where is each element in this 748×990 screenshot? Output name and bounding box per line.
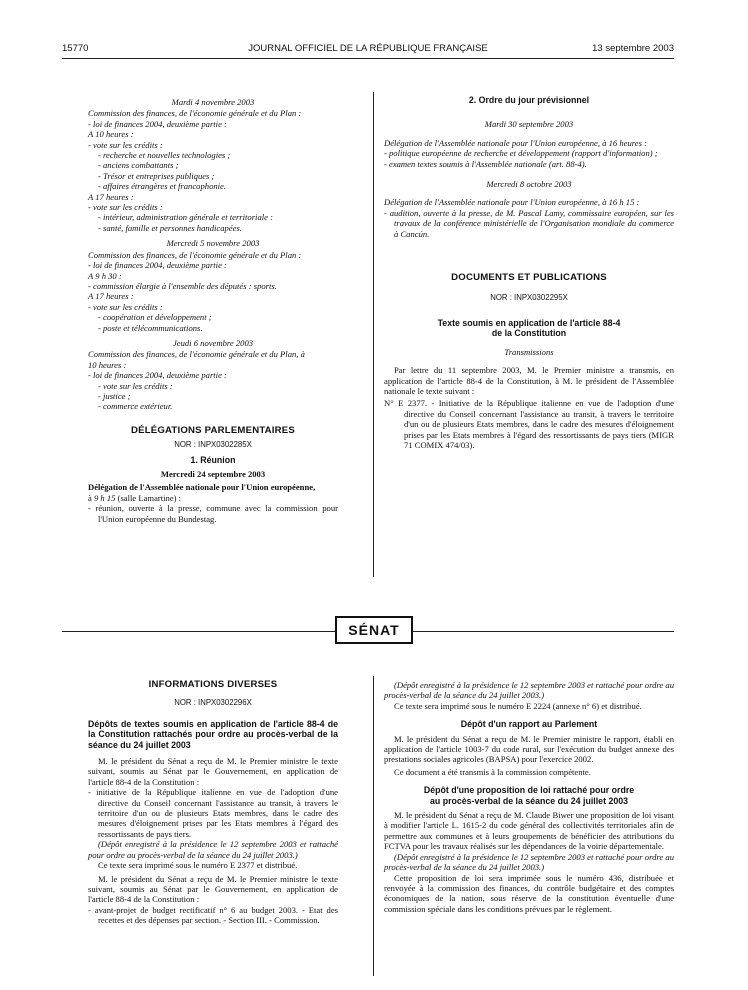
subsection-title: 1. Réunion <box>190 454 236 465</box>
time-line: A 9 h 30 : <box>88 270 122 281</box>
agenda-line: - vote sur les crédits : <box>98 380 173 391</box>
list-item: - commerce extérieur. <box>98 401 173 412</box>
delegation-line: Délégation de l'Assemblée nationale pour l'Union européenne, à 16 h 15 : <box>384 197 640 208</box>
meeting-date: Mercredi 24 septembre 2003 <box>160 469 266 479</box>
deposit-note: (Dépôt enregistré à la présidence le 12 septembre 2003 et rattaché pour ordre au procès-verbal de la séance du 24 juillet 2003.) <box>384 851 674 873</box>
paragraph: Ce document a été transmis à la commission compétente. <box>394 766 591 777</box>
header-rule <box>62 58 674 59</box>
list-item: - recherche et nouvelles technologies ; <box>98 150 231 161</box>
time-line: A 10 heures : <box>88 129 134 140</box>
right-column-bottom <box>384 680 674 914</box>
list-item: - coopération et développement ; <box>98 312 212 323</box>
left-column-bottom <box>88 680 338 926</box>
commission-line: Commission des finances, de l'économie générale et du Plan : <box>88 108 302 119</box>
delegation-line: Délégation de l'Assemblée nationale pour l'Union européenne, à 16 heures : <box>384 137 647 148</box>
section-title: DÉLÉGATIONS PARLEMENTAIRES <box>130 424 296 436</box>
nor-reference: NOR : INPX0302295X <box>490 293 568 303</box>
time-line: A 17 heures : <box>88 291 134 302</box>
text-title: Dépôts de textes soumis en application de l'article 88-4 de la Constitution rattachés pour ordre au procès-verbal de la séance du 24 juillet 2003 <box>88 718 338 750</box>
day-heading: Mardi 4 novembre 2003 <box>171 97 255 107</box>
day-heading: Mardi 30 septembre 2003 <box>484 119 574 130</box>
paragraph: M. le président du Sénat a reçu de M. le Premier ministre le texte suivant, soumis au Sénat par le Gouvernement, en application de l'article 88-4 de la Constitution : <box>88 873 338 905</box>
page-header <box>62 42 674 56</box>
day-heading: Jeudi 6 novembre 2003 <box>172 337 254 348</box>
text-entry: N° E 2377. - Initiative de la République italienne en vue de l'adoption d'une directive du Conseil concernant l'assistance au transit, à travers le territoire d'un ou de plusieurs Etats membres, dans le cadre des mesures d'éloignement prises par les Etats membres à l'égard des ressortissants de pays tiers (MIGR 71 COMIX 474/03). <box>384 398 674 450</box>
day-heading: Mercredi 5 novembre 2003 <box>166 238 260 249</box>
column-divider-bottom <box>373 676 374 976</box>
list-item: - politique européenne de recherche et développement (rapport d'information) ; <box>384 148 658 159</box>
transmissions-heading: Transmissions <box>504 346 554 357</box>
paragraph: M. le président du Sénat a reçu de M. le Premier ministre le rapport, établi en application de l'article 1003-7 du code rural, sur l'exécution du budget annexe des prestations sociales agricoles (BAPSA) pour l'exercice 2002. <box>384 733 674 765</box>
deposit-note: (Dépôt enregistré à la présidence le 12 septembre 2003 et rattaché pour ordre au procès-verbal de la séance du 24 juillet 2003.) <box>88 839 338 860</box>
list-item: - examen textes soumis à l'Assemblée nationale (art. 88-4). <box>384 158 587 169</box>
senat-banner: SÉNAT <box>335 616 413 644</box>
list-item: - anciens combattants ; <box>98 160 179 171</box>
agenda-line: - commission élargie à l'ensemble des députés : sports. <box>88 280 277 291</box>
list-item: - avant-projet de budget rectificatif n° 6 au budget 2003. - Etat des recettes et des dépenses par section. - Section III. - Commission. <box>88 904 338 926</box>
commission-line: Commission des finances, de l'économie générale et du Plan, à <box>88 349 305 360</box>
subsection-title: Dépôt d'une proposition de loi rattaché pour ordre <box>423 785 635 796</box>
list-item: - Trésor et entreprises publiques ; <box>98 170 215 181</box>
paragraph: M. le président du Sénat a reçu de M. Claude Biwer une proposition de loi visant à modifier l'article L. 1615-2 du code général des collectivités territoriales afin de permettre aux communes et à leurs groupements de bénéficier des attributions du FCTVA pour les travaux réalisés sur les dépendances de la voirie départementale. <box>384 810 674 852</box>
agenda-line: - loi de finances 2004, deuxième partie : <box>88 118 227 129</box>
journal-title: JOURNAL OFFICIEL DE LA RÉPUBLIQUE FRANÇAISE <box>248 43 488 54</box>
list-item: - santé, famille et personnes handicapées. <box>98 222 242 233</box>
paragraph: Ce texte sera imprimé sous le numéro E 2224 (annexe n° 6) et distribué. <box>394 700 642 711</box>
commission-line: 10 heures : <box>88 359 127 370</box>
paragraph: Par lettre du 11 septembre 2003, M. le Premier ministre a transmis, en application de l'article 88-4 de la Constitution, à M. le président de l'Assemblée nationale le texte suivant : <box>384 365 674 396</box>
issue-date: 13 septembre 2003 <box>592 43 674 54</box>
commission-line: Commission des finances, de l'économie générale et du Plan : <box>88 249 302 260</box>
agenda-line: - vote sur les crédits : <box>88 301 163 312</box>
subsection-title: 2. Ordre du jour prévisionnel <box>468 95 590 105</box>
agenda-line: - loi de finances 2004, deuxième partie : <box>88 370 227 381</box>
subsection-title: Dépôt d'un rapport au Parlement <box>460 719 598 730</box>
list-item: - initiative de la République italienne en vue de l'adoption d'une directive du Conseil concernant l'assistance au transit, à travers le territoire d'un ou de plusieurs Etats membres, dans le cadre des mesures d'éloignement prises par les Etats membres à l'égard des ressortissants de pays tiers. <box>88 787 338 839</box>
text-title: Texte soumis en application de l'article 88-4 <box>437 317 621 328</box>
list-item: - intérieur, administration générale et territoriale : <box>98 212 273 223</box>
paragraph: Ce texte sera imprimé sous le numéro E 2377 et distribué. <box>98 860 298 871</box>
right-column-top <box>384 95 674 450</box>
day-heading: Mercredi 8 octobre 2003 <box>486 179 572 190</box>
delegation-time: à 9 h 15 (salle Lamartine) : <box>88 492 182 503</box>
list-item: - justice ; <box>98 390 131 401</box>
delegation-name: Délégation de l'Assemblée nationale pour l'Union européenne, <box>88 482 316 493</box>
list-item: - réunion, ouverte à la presse, commune avec la commission pour l'Union européenne du Bundestag. <box>88 503 338 524</box>
nor-reference: NOR : INPX0302285X <box>174 440 252 450</box>
left-column-top <box>88 95 338 524</box>
agenda-line: - vote sur les crédits : <box>88 139 163 150</box>
section-title: INFORMATIONS DIVERSES <box>148 679 278 690</box>
page-number: 15770 <box>62 43 89 54</box>
paragraph: M. le président du Sénat a reçu de M. le Premier ministre le texte suivant, soumis au Sénat par le Gouvernement, en application de l'article 88-4 de la Constitution : <box>88 756 338 787</box>
agenda-line: - loi de finances 2004, deuxième partie : <box>88 260 227 271</box>
column-divider-top <box>373 92 374 577</box>
senat-rule-right <box>413 631 674 632</box>
deposit-note: (Dépôt enregistré à la présidence le 12 septembre 2003 et rattaché pour ordre au procès-verbal de la séance du 24 juillet 2003.) <box>384 680 674 701</box>
list-item: - audition, ouverte à la presse, de M. Pascal Lamy, commissaire européen, sur les travaux de la conférence ministérielle de l'Organisation mondiale du commerce à Cancún. <box>384 207 674 239</box>
text-title: de la Constitution <box>491 328 567 339</box>
paragraph: Cette proposition de loi sera imprimée sous le numéro 436, distribuée et renvoyée à la commission des finances, du contrôle budgétaire et des comptes économiques de la nation, sous réserve de la constitution éventuelle d'une commission spéciale dans les conditions prévues par le règlement. <box>384 872 674 914</box>
list-item: - poste et télécommunications. <box>98 322 203 333</box>
senat-rule-left <box>62 631 335 632</box>
nor-reference: NOR : INPX0302296X <box>174 698 252 708</box>
section-title: DOCUMENTS ET PUBLICATIONS <box>451 272 607 284</box>
agenda-line: - vote sur les crédits : <box>88 202 163 213</box>
time-line: A 17 heures : <box>88 191 134 202</box>
list-item: - affaires étrangères et francophonie. <box>98 181 227 192</box>
subsection-title: au procès-verbal de la séance du 24 juillet 2003 <box>429 795 629 806</box>
